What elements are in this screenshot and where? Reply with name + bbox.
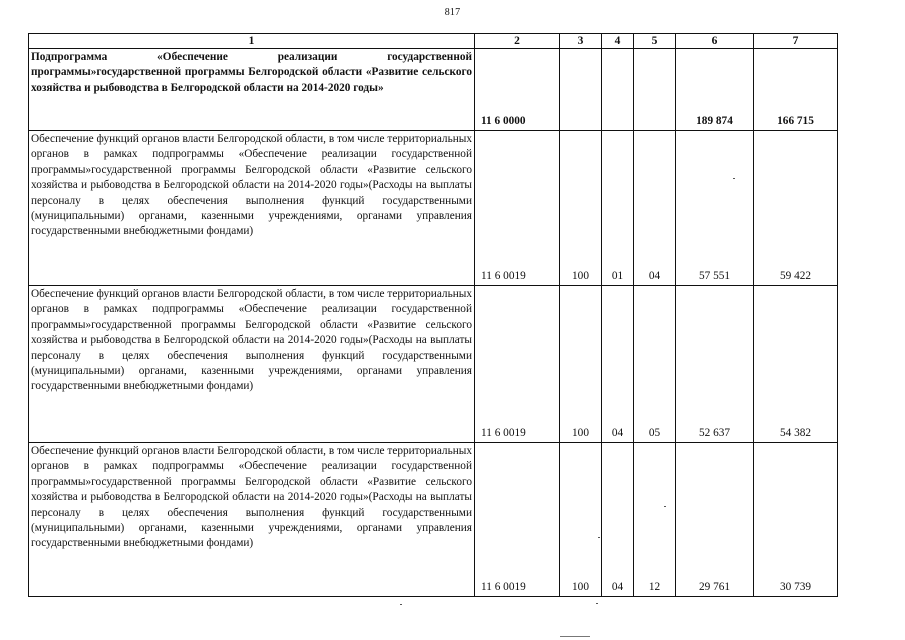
table-row (29, 286, 838, 443)
amount-year-2: 54 382 (754, 286, 838, 443)
header-cell: 7 (754, 34, 838, 49)
section-code (602, 49, 634, 131)
amount-year-1: 189 874 (676, 49, 754, 131)
subsection-code: 12 (634, 443, 676, 597)
amount-year-2: 30 739 (754, 443, 838, 597)
section-code: 01 (602, 131, 634, 286)
scan-speck (400, 604, 402, 605)
row-description: Подпрограмма «Обеспечение реализации государственной программы»государственной программы Белгородской области «Развитие сельского хозяйства и рыбоводства в Белгородской области на 2014-2020 годы» (29, 49, 475, 131)
target-code: 11 6 0019 (475, 443, 560, 597)
section-code: 04 (602, 443, 634, 597)
scan-speck (664, 506, 666, 507)
amount-year-1: 57 551 (676, 131, 754, 286)
subsection-code: 05 (634, 286, 676, 443)
expense-type: 100 (560, 131, 602, 286)
header-cell: 3 (560, 34, 602, 49)
subsection-code (634, 49, 676, 131)
table-row (29, 49, 838, 131)
budget-table (28, 33, 838, 597)
amount-year-1: 52 637 (676, 286, 754, 443)
header-cell: 6 (676, 34, 754, 49)
table-row (29, 131, 838, 286)
target-code: 11 6 0019 (475, 286, 560, 443)
row-description: Обеспечение функций органов власти Белгородской области, в том числе территориальных органов в рамках подпрограммы «Обеспечение реализации государственной программы»государственной программы Белгородской области «Развитие сельского хозяйства и рыбоводства в Белгородской области на 2014-2020 годы»(Расходы на выплаты персоналу в целях обеспечения выполнения функций государственными (муниципальными) органами, казенными учреждениями, органами управления государственными внебюджетными фондами) (29, 131, 475, 286)
row-description: Обеспечение функций органов власти Белгородской области, в том числе территориальных органов в рамках подпрограммы «Обеспечение реализации государственной программы»государственной программы Белгородской области «Развитие сельского хозяйства и рыбоводства в Белгородской области на 2014-2020 годы»(Расходы на выплаты персоналу в целях обеспечения выполнения функций государственными (муниципальными) органами, казенными учреждениями, органами управления государственными внебюджетными фондами) (29, 286, 475, 443)
scan-speck (733, 178, 735, 179)
row-description: Обеспечение функций органов власти Белгородской области, в том числе территориальных органов в рамках подпрограммы «Обеспечение реализации государственной программы»государственной программы Белгородской области «Развитие сельского хозяйства и рыбоводства в Белгородской области на 2014-2020 годы»(Расходы на выплаты персоналу в целях обеспечения выполнения функций государственными (муниципальными) органами, казенными учреждениями, органами управления государственными внебюджетными фондами) (29, 443, 475, 597)
expense-type: 100 (560, 443, 602, 597)
expense-type: 100 (560, 286, 602, 443)
target-code: 11 6 0000 (475, 49, 560, 131)
scan-speck (598, 537, 600, 538)
amount-year-2: 59 422 (754, 131, 838, 286)
table-header-row (29, 34, 838, 49)
expense-type (560, 49, 602, 131)
amount-year-1: 29 761 (676, 443, 754, 597)
header-cell: 1 (29, 34, 475, 49)
table-row (29, 443, 838, 597)
section-code: 04 (602, 286, 634, 443)
amount-year-2: 166 715 (754, 49, 838, 131)
subsection-code: 04 (634, 131, 676, 286)
header-cell: 5 (634, 34, 676, 49)
header-cell: 4 (602, 34, 634, 49)
header-cell: 2 (475, 34, 560, 49)
scan-speck (596, 603, 598, 604)
target-code: 11 6 0019 (475, 131, 560, 286)
page-number: 817 (444, 7, 461, 18)
scan-artifact-line (560, 636, 590, 637)
